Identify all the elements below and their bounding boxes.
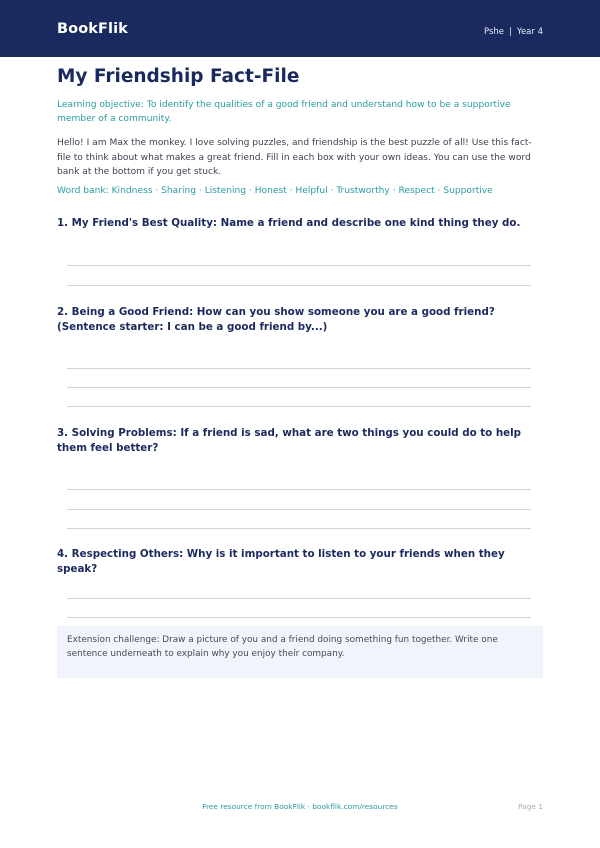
question-1: 1. My Friend's Best Quality: Name a friend and describe one kind thing they do. [57, 217, 521, 229]
header-separator: | [509, 27, 512, 37]
page-number: Page 1 [518, 802, 543, 811]
header-bar [0, 0, 600, 57]
header-meta [484, 28, 543, 37]
answer-line-1b[interactable] [67, 285, 531, 286]
answer-line-2c[interactable] [67, 406, 531, 407]
answer-line-3b[interactable] [67, 509, 531, 510]
learning-objective: Learning objective: To identify the qualities of a good friend and understand how to be a supportive member of a community. [57, 100, 511, 124]
brand-logo: BookFlik [57, 21, 128, 37]
answer-line-4b[interactable] [67, 617, 531, 618]
extension-challenge-box [57, 626, 543, 678]
page-title: My Friendship Fact-File [57, 66, 300, 87]
answer-line-1a[interactable] [67, 265, 531, 266]
answer-line-2a[interactable] [67, 368, 531, 369]
answer-line-4a[interactable] [67, 598, 531, 599]
answer-line-2b[interactable] [67, 387, 531, 388]
footer-source: Free resource from BookFlik · bookflik.com/resources [202, 802, 398, 811]
question-4: 4. Respecting Others: Why is it important to listen to your friends when they speak? [57, 548, 505, 575]
answer-line-3c[interactable] [67, 528, 531, 529]
year-label: Year 4 [516, 27, 543, 37]
subject-label: Pshe [483, 27, 505, 37]
extension-challenge-text: Extension challenge: Draw a picture of you and a friend doing something fun together. Write one sentence underneath to explain why you enjoy their company. [67, 635, 498, 659]
question-2: 2. Being a Good Friend: How can you show someone you are a good friend? (Sentence starter: I can be a good friend by...) [57, 306, 495, 333]
question-3: 3. Solving Problems: If a friend is sad, what are two things you could do to help them feel better? [57, 427, 522, 454]
answer-line-3a[interactable] [67, 489, 531, 490]
word-bank: Word bank: Kindness · Sharing · Listening · Honest · Helpful · Trustworthy · Respect · Supportive [57, 186, 493, 196]
intro-text: Hello! I am Max the monkey. I love solving puzzles, and friendship is the best puzzle of all! Use this fact-file to think about what makes a great friend. Fill in each box with your own ideas. You can use the word bank at the bottom if you get stuck. [57, 138, 532, 177]
